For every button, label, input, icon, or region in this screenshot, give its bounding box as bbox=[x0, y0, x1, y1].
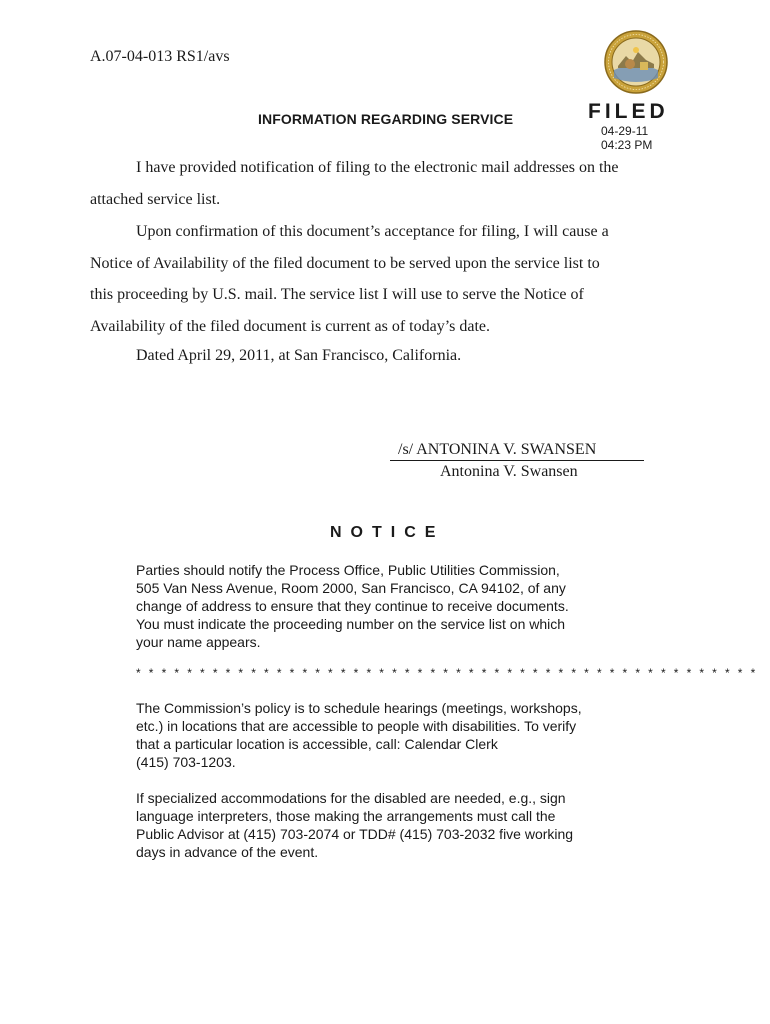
filed-stamp-time: 04:23 PM bbox=[601, 138, 653, 152]
signer-name: Antonina V. Swansen bbox=[440, 463, 578, 480]
separator-stars: * * * * * * * * * * * * * * * * * * * * * * * * * * * * * * * * * * * * * * * * * * * * * * * * * bbox=[136, 666, 758, 680]
signature-line bbox=[390, 441, 644, 461]
body-p2-line-2: Notice of Availability of the filed document to be served upon the service list to bbox=[90, 255, 600, 272]
notice-p2-line-2: etc.) in locations that are accessible to people with disabilities. To verify bbox=[136, 718, 577, 734]
notice-p3-line-2: language interpreters, those making the arrangements must call the bbox=[136, 808, 556, 824]
document-title: INFORMATION REGARDING SERVICE bbox=[258, 111, 514, 127]
notice-p2-line-1: The Commission’s policy is to schedule hearings (meetings, workshops, bbox=[136, 700, 582, 716]
filed-stamp-label: FILED bbox=[588, 100, 669, 123]
notice-p2-line-3: that a particular location is accessible, call: Calendar Clerk bbox=[136, 736, 498, 752]
notice-p3-line-4: days in advance of the event. bbox=[136, 844, 319, 860]
body-p1-line-1: I have provided notification of filing to the electronic mail addresses on the bbox=[136, 159, 619, 176]
notice-p2-line-4: (415) 703-1203. bbox=[136, 754, 236, 770]
cpuc-seal-icon bbox=[604, 30, 668, 94]
notice-p1-line-3: change of address to ensure that they continue to receive documents. bbox=[136, 598, 569, 614]
body-p2-line-4: Availability of the filed document is current as of today’s date. bbox=[90, 318, 491, 335]
notice-p1-line-1: Parties should notify the Process Office, Public Utilities Commission, bbox=[136, 562, 560, 578]
notice-p1-line-4: You must indicate the proceeding number on the service list on which bbox=[136, 616, 566, 632]
filed-stamp-date: 04-29-11 bbox=[601, 124, 649, 138]
dated-line: Dated April 29, 2011, at San Francisco, California. bbox=[136, 347, 462, 364]
body-p2-line-3: this proceeding by U.S. mail. The service list I will use to serve the Notice of bbox=[90, 286, 584, 303]
body-p2-line-1: Upon confirmation of this document’s acceptance for filing, I will cause a bbox=[136, 223, 609, 240]
notice-heading: NOTICE bbox=[330, 524, 445, 541]
notice-p3-line-3: Public Advisor at (415) 703-2074 or TDD# (415) 703-2032 five working bbox=[136, 826, 574, 842]
notice-p3-line-1: If specialized accommodations for the disabled are needed, e.g., sign bbox=[136, 790, 566, 806]
notice-p1-line-5: your name appears. bbox=[136, 634, 261, 650]
notice-p1-line-2: 505 Van Ness Avenue, Room 2000, San Francisco, CA 94102, of any bbox=[136, 580, 566, 596]
signature-text: /s/ ANTONINA V. SWANSEN bbox=[398, 441, 597, 458]
docket-number: A.07-04-013 RS1/avs bbox=[90, 48, 230, 65]
body-p1-line-2: attached service list. bbox=[90, 191, 221, 208]
